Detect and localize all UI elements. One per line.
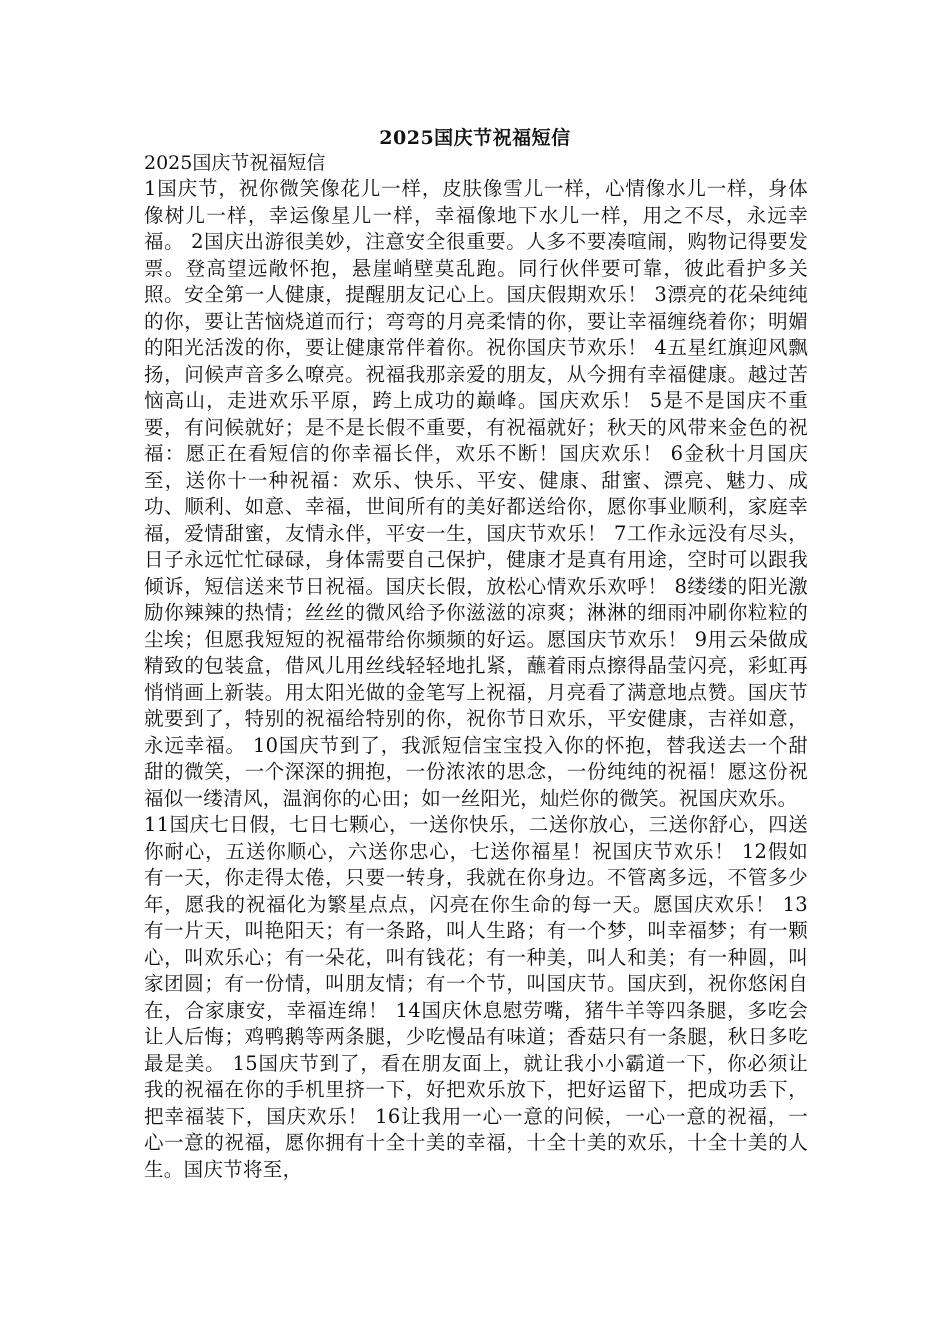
- document-body: [144, 176, 808, 1183]
- document-title: 2025国庆节祝福短信: [379, 127, 571, 149]
- document-subtitle: 2025国庆节祝福短信: [144, 152, 326, 174]
- body-paragraph: 1国庆节，祝你微笑像花儿一样，皮肤像雪儿一样，心情像水儿一样，身体像树儿一样，幸运像星儿一样，幸福像地下水儿一样，用之不尽，永远幸福。 2国庆出游很美妙，注意安全很重要。人多不要凑喧闹，购物记得要发票。登高望远敞怀抱，悬崖峭壁莫乱跑。同行伙伴要可靠，彼此看护多关照。安全第一人健康，提醒朋友记心上。国庆假期欢乐！ 3漂亮的花朵纯纯的你，要让苦恼烧道而行；弯弯的月亮柔情的你，要让幸福缠绕着你；明媚的阳光活泼的你，要让健康常伴着你。祝你国庆节欢乐！ 4五星红旗迎风飘扬，问候声音多么嘹亮。祝福我那亲爱的朋友，从今拥有幸福健康。越过苦恼高山，走进欢乐平原，跨上成功的巅峰。国庆欢乐！ 5是不是国庆不重要，有问候就好；是不是长假不重要，有祝福就好；秋天的风带来金色的祝福：愿正在看短信的你幸福长伴，欢乐不断！国庆欢乐！ 6金秋十月国庆至，送你十一种祝福：欢乐、快乐、平安、健康、甜蜜、漂亮、魅力、成功、顺利、如意、幸福，世间所有的美好都送给你，愿你事业顺利，家庭幸福，爱情甜蜜，友情永伴，平安一生，国庆节欢乐！ 7工作永远没有尽头，日子永远忙忙碌碌，身体需要自己保护，健康才是真有用途，空时可以跟我倾诉，短信送来节日祝福。国庆长假，放松心情欢乐欢呼！ 8缕缕的阳光激励你辣辣的热情；丝丝的微风给予你滋滋的凉爽；淋淋的细雨冲刷你粒粒的尘埃；但愿我短短的祝福带给你频频的好运。愿国庆节欢乐！ 9用云朵做成精致的包装盒，借风儿用丝线轻轻地扎紧，蘸着雨点擦得晶莹闪亮，彩虹再悄悄画上新装。用太阳光做的金笔写上祝福，月亮看了满意地点赞。国庆节就要到了，特别的祝福给特别的你，祝你节日欢乐，平安健康，吉祥如意，永远幸福。 10国庆节到了，我派短信宝宝投入你的怀抱，替我送去一个甜甜的微笑，一个深深的拥抱，一份浓浓的思念，一份纯纯的祝福！愿这份祝福似一缕清风，温润你的心田；如一丝阳光，灿烂你的微笑。祝国庆欢乐。: [144, 177, 808, 810]
- body-paragraph: 11国庆七日假，七日七颗心，一送你快乐，二送你放心，三送你舒心，四送你耐心，五送你顺心，六送你忠心，七送你福星！祝国庆节欢乐！ 12假如有一天，你走得太倦，只要一转身，我就在你身边。不管离多远，不管多少年，愿我的祝福化为繁星点点，闪亮在你生命的每一天。愿国庆欢乐！ 13有一片天，叫艳阳天；有一条路，叫人生路；有一个梦，叫幸福梦；有一颗心，叫欢乐心；有一朵花，叫有钱花；有一种美，叫人和美；有一种圆，叫家团圆；有一份情，叫朋友情；有一个节，叫国庆节。国庆到，祝你悠闲自在，合家康安，幸福连绵！ 14国庆休息慰劳嘴，猪牛羊等四条腿，多吃会让人后悔；鸡鸭鹅等两条腿，少吃慢品有味道；香菇只有一条腿，秋日多吃最是美。 15国庆节到了，看在朋友面上，就让我小小霸道一下，你必须让我的祝福在你的手机里挤一下，好把欢乐放下，把好运留下，把成功丢下，把幸福装下，国庆欢乐！ 16让我用一心一意的问候，一心一意的祝福，一心一意的祝福，愿你拥有十全十美的幸福，十全十美的欢乐，十全十美的人生。国庆节将至，: [144, 813, 808, 1181]
